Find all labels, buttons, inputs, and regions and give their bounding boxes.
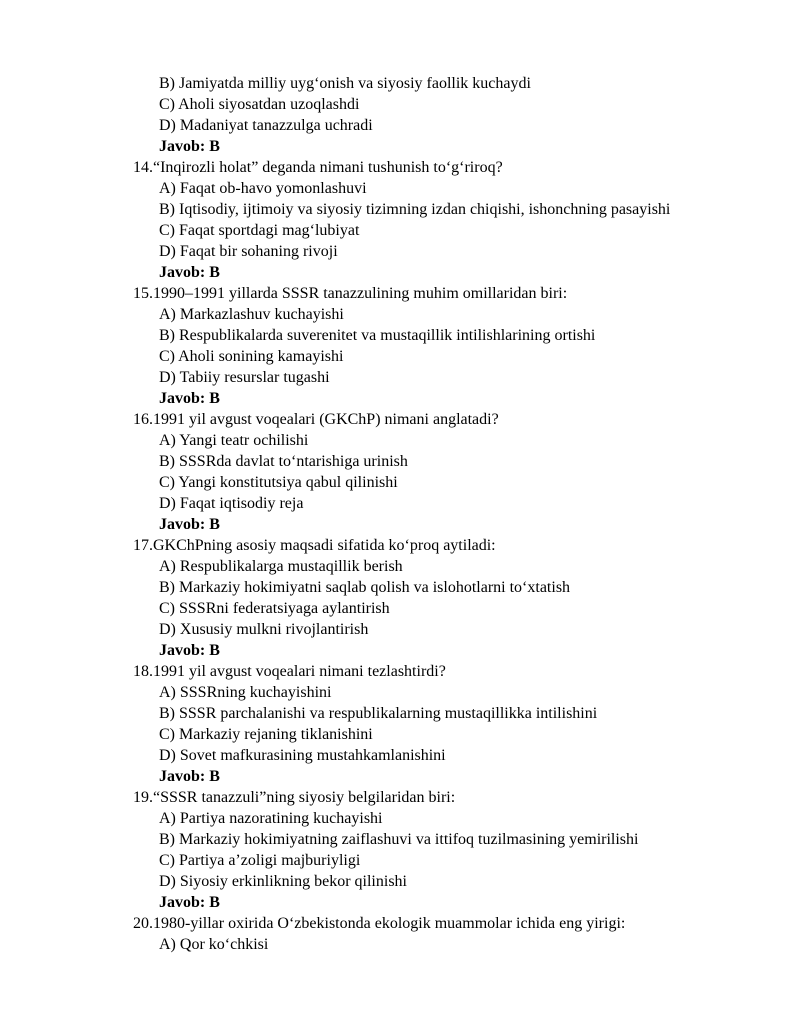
question-block-17 [0, 535, 800, 661]
question-text: “SSSR tanazzuli”ning siyosiy belgilaridan biri: [153, 789, 456, 806]
option-text: C) Aholi siyosatdan uzoqlashdi [159, 96, 360, 113]
answer-text: Javob: B [159, 138, 220, 155]
lead-question-block [0, 73, 800, 157]
option-text: D) Faqat iqtisodiy reja [159, 495, 304, 512]
option-text: D) Madaniyat tanazzulga uchradi [159, 117, 373, 134]
option-text: D) Tabiiy resurslar tugashi [159, 369, 330, 386]
answer-text: Javob: B [159, 768, 220, 785]
question-text: 1991 yil avgust voqealari nimani tezlashtirdi? [153, 663, 446, 680]
option-text: B) SSSR parchalanishi va respublikalarning mustaqillikka intilishini [159, 705, 598, 722]
option-text: A) Qor ko‘chkisi [159, 936, 269, 953]
question-number: 16. [133, 411, 153, 428]
question-line [0, 913, 800, 934]
option-text: D) Siyosiy erkinlikning bekor qilinishi [159, 873, 407, 890]
option-text: C) Aholi sonining kamayishi [159, 348, 344, 365]
question-text: “Inqirozli holat” deganda nimani tushunish to‘g‘riroq? [153, 159, 503, 176]
question-line [0, 409, 800, 430]
option-text: C) Yangi konstitutsiya qabul qilinishi [159, 474, 398, 491]
question-block-15 [0, 283, 800, 409]
answer-text: Javob: B [159, 894, 220, 911]
option-text: A) SSSRning kuchayishini [159, 684, 332, 701]
option-text: D) Sovet mafkurasining mustahkamlanishini [159, 747, 446, 764]
option-text: A) Partiya nazoratining kuchayishi [159, 810, 383, 827]
option-text: C) Faqat sportdagi mag‘lubiyat [159, 222, 360, 239]
question-block-19 [0, 787, 800, 913]
answer-text: Javob: B [159, 264, 220, 281]
option-text: B) SSSRda davlat to‘ntarishiga urinish [159, 453, 408, 470]
option-text: D) Xususiy mulkni rivojlantirish [159, 621, 369, 638]
question-line [0, 283, 800, 304]
question-number: 15. [133, 285, 153, 302]
question-number: 20. [133, 915, 153, 932]
document-page [0, 73, 800, 955]
option-text: D) Faqat bir sohaning rivoji [159, 243, 338, 260]
question-number: 14. [133, 159, 153, 176]
answer-text: Javob: B [159, 642, 220, 659]
question-line [0, 787, 800, 808]
option-text: B) Markaziy hokimiyatni saqlab qolish va islohotlarni to‘xtatish [159, 579, 571, 596]
option-text: A) Faqat ob-havo yomonlashuvi [159, 180, 367, 197]
question-block-16 [0, 409, 800, 535]
option-text: C) SSSRni federatsiyaga aylantirish [159, 600, 390, 617]
option-text: B) Iqtisodiy, ijtimoiy va siyosiy tizimning izdan chiqishi, ishonchning pasayishi [159, 201, 671, 218]
question-text: 1991 yil avgust voqealari (GKChP) nimani anglatadi? [153, 411, 499, 428]
option-text: C) Markaziy rejaning tiklanishini [159, 726, 373, 743]
question-number: 19. [133, 789, 153, 806]
question-line [0, 157, 800, 178]
question-line [0, 661, 800, 682]
question-text: 1980-yillar oxirida O‘zbekistonda ekologik muammolar ichida eng yirigi: [153, 915, 626, 932]
question-block-14 [0, 157, 800, 283]
option-text: A) Yangi teatr ochilishi [159, 432, 309, 449]
answer-text: Javob: B [159, 516, 220, 533]
answer-text: Javob: B [159, 390, 220, 407]
question-number: 18. [133, 663, 153, 680]
question-block-18 [0, 661, 800, 787]
option-text: B) Respublikalarda suverenitet va mustaqillik intilishlarining ortishi [159, 327, 596, 344]
option-text: B) Markaziy hokimiyatning zaiflashuvi va ittifoq tuzilmasining yemirilishi [159, 831, 639, 848]
option-text: C) Partiya a’zoligi majburiyligi [159, 852, 361, 869]
question-text: 1990–1991 yillarda SSSR tanazzulining muhim omillaridan biri: [153, 285, 568, 302]
option-text: A) Respublikalarga mustaqillik berish [159, 558, 403, 575]
option-text: B) Jamiyatda milliy uyg‘onish va siyosiy faollik kuchaydi [159, 75, 531, 92]
question-text: GKChPning asosiy maqsadi sifatida ko‘proq aytiladi: [153, 537, 496, 554]
question-line [0, 535, 800, 556]
question-block-20 [0, 913, 800, 955]
option-text: A) Markazlashuv kuchayishi [159, 306, 344, 323]
question-number: 17. [133, 537, 153, 554]
